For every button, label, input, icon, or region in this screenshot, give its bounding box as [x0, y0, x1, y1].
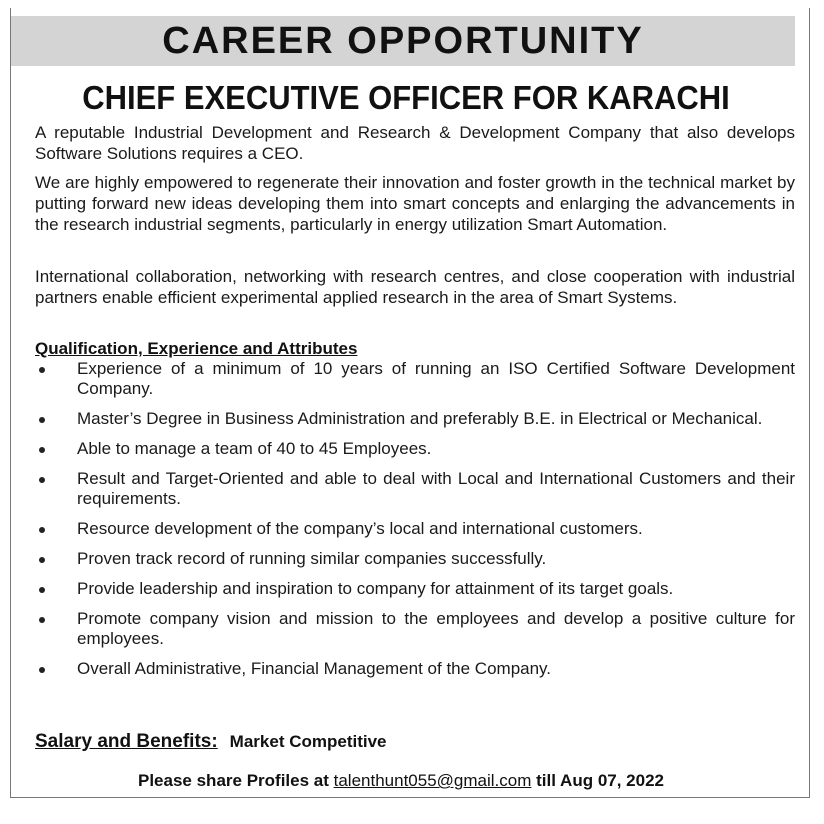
list-item [35, 659, 795, 679]
salary-line [35, 729, 387, 754]
intro-paragraph-2: We are highly empowered to regenerate their innovation and foster growth in the technical market by putting forward new ideas developing them into smart concepts and enlarging the advancements in the research industrial segments, particularly in energy utilization Smart Automation. [35, 173, 795, 234]
salary-value: Market Competitive [229, 732, 387, 751]
bullet-icon [39, 667, 45, 673]
bullet-icon [39, 527, 45, 533]
list-item [35, 409, 795, 429]
list-item-text: Provide leadership and inspiration to company for attainment of its target goals. [77, 579, 674, 598]
list-item-text: Promote company vision and mission to the employees and develop a positive culture for employees. [77, 609, 795, 648]
intro-paragraph-3: International collaboration, networking with research centres, and close cooperation with industrial partners enable efficient experimental applied research in the area of Smart Systems. [35, 267, 795, 307]
intro-paragraph-1: A reputable Industrial Development and Research & Development Company that also develops Software Solutions requires a CEO. [35, 123, 795, 163]
list-item-text: Experience of a minimum of 10 years of running an ISO Certified Software Development Company. [77, 359, 795, 398]
bullet-icon [39, 447, 45, 453]
list-item [35, 359, 795, 399]
contact-prefix: Please share Profiles at [138, 771, 329, 790]
contact-email-link[interactable]: talenthunt055@gmail.com [333, 771, 532, 790]
bullet-icon [39, 617, 45, 623]
list-item-text: Master’s Degree in Business Administration and preferably B.E. in Electrical or Mechanical. [77, 409, 763, 428]
bullet-icon [39, 367, 45, 373]
qualifications-list [35, 359, 795, 689]
list-item-text: Result and Target-Oriented and able to deal with Local and International Customers and their requirements. [77, 469, 795, 508]
list-item-text: Resource development of the company’s local and international customers. [77, 519, 643, 538]
list-item [35, 549, 795, 569]
bullet-icon [39, 587, 45, 593]
bullet-icon [39, 557, 45, 563]
list-item [35, 579, 795, 599]
list-item [35, 469, 795, 509]
contact-line [11, 769, 791, 793]
list-item-text: Able to manage a team of 40 to 45 Employees. [77, 439, 432, 458]
list-item-text: Overall Administrative, Financial Management of the Company. [77, 659, 552, 678]
bullet-icon [39, 477, 45, 483]
contact-deadline: till Aug 07, 2022 [536, 771, 664, 790]
list-item [35, 609, 795, 649]
job-advertisement [10, 8, 810, 798]
salary-label: Salary and Benefits: [35, 731, 218, 752]
banner-heading: CAREER OPPORTUNITY [11, 16, 795, 66]
bullet-icon [39, 417, 45, 423]
job-title: CHIEF EXECUTIVE OFFICER FOR KARACHI [82, 78, 730, 117]
list-item [35, 519, 795, 539]
list-item [35, 439, 795, 459]
qualifications-heading: Qualification, Experience and Attributes [35, 339, 358, 358]
list-item-text: Proven track record of running similar companies successfully. [77, 549, 547, 568]
